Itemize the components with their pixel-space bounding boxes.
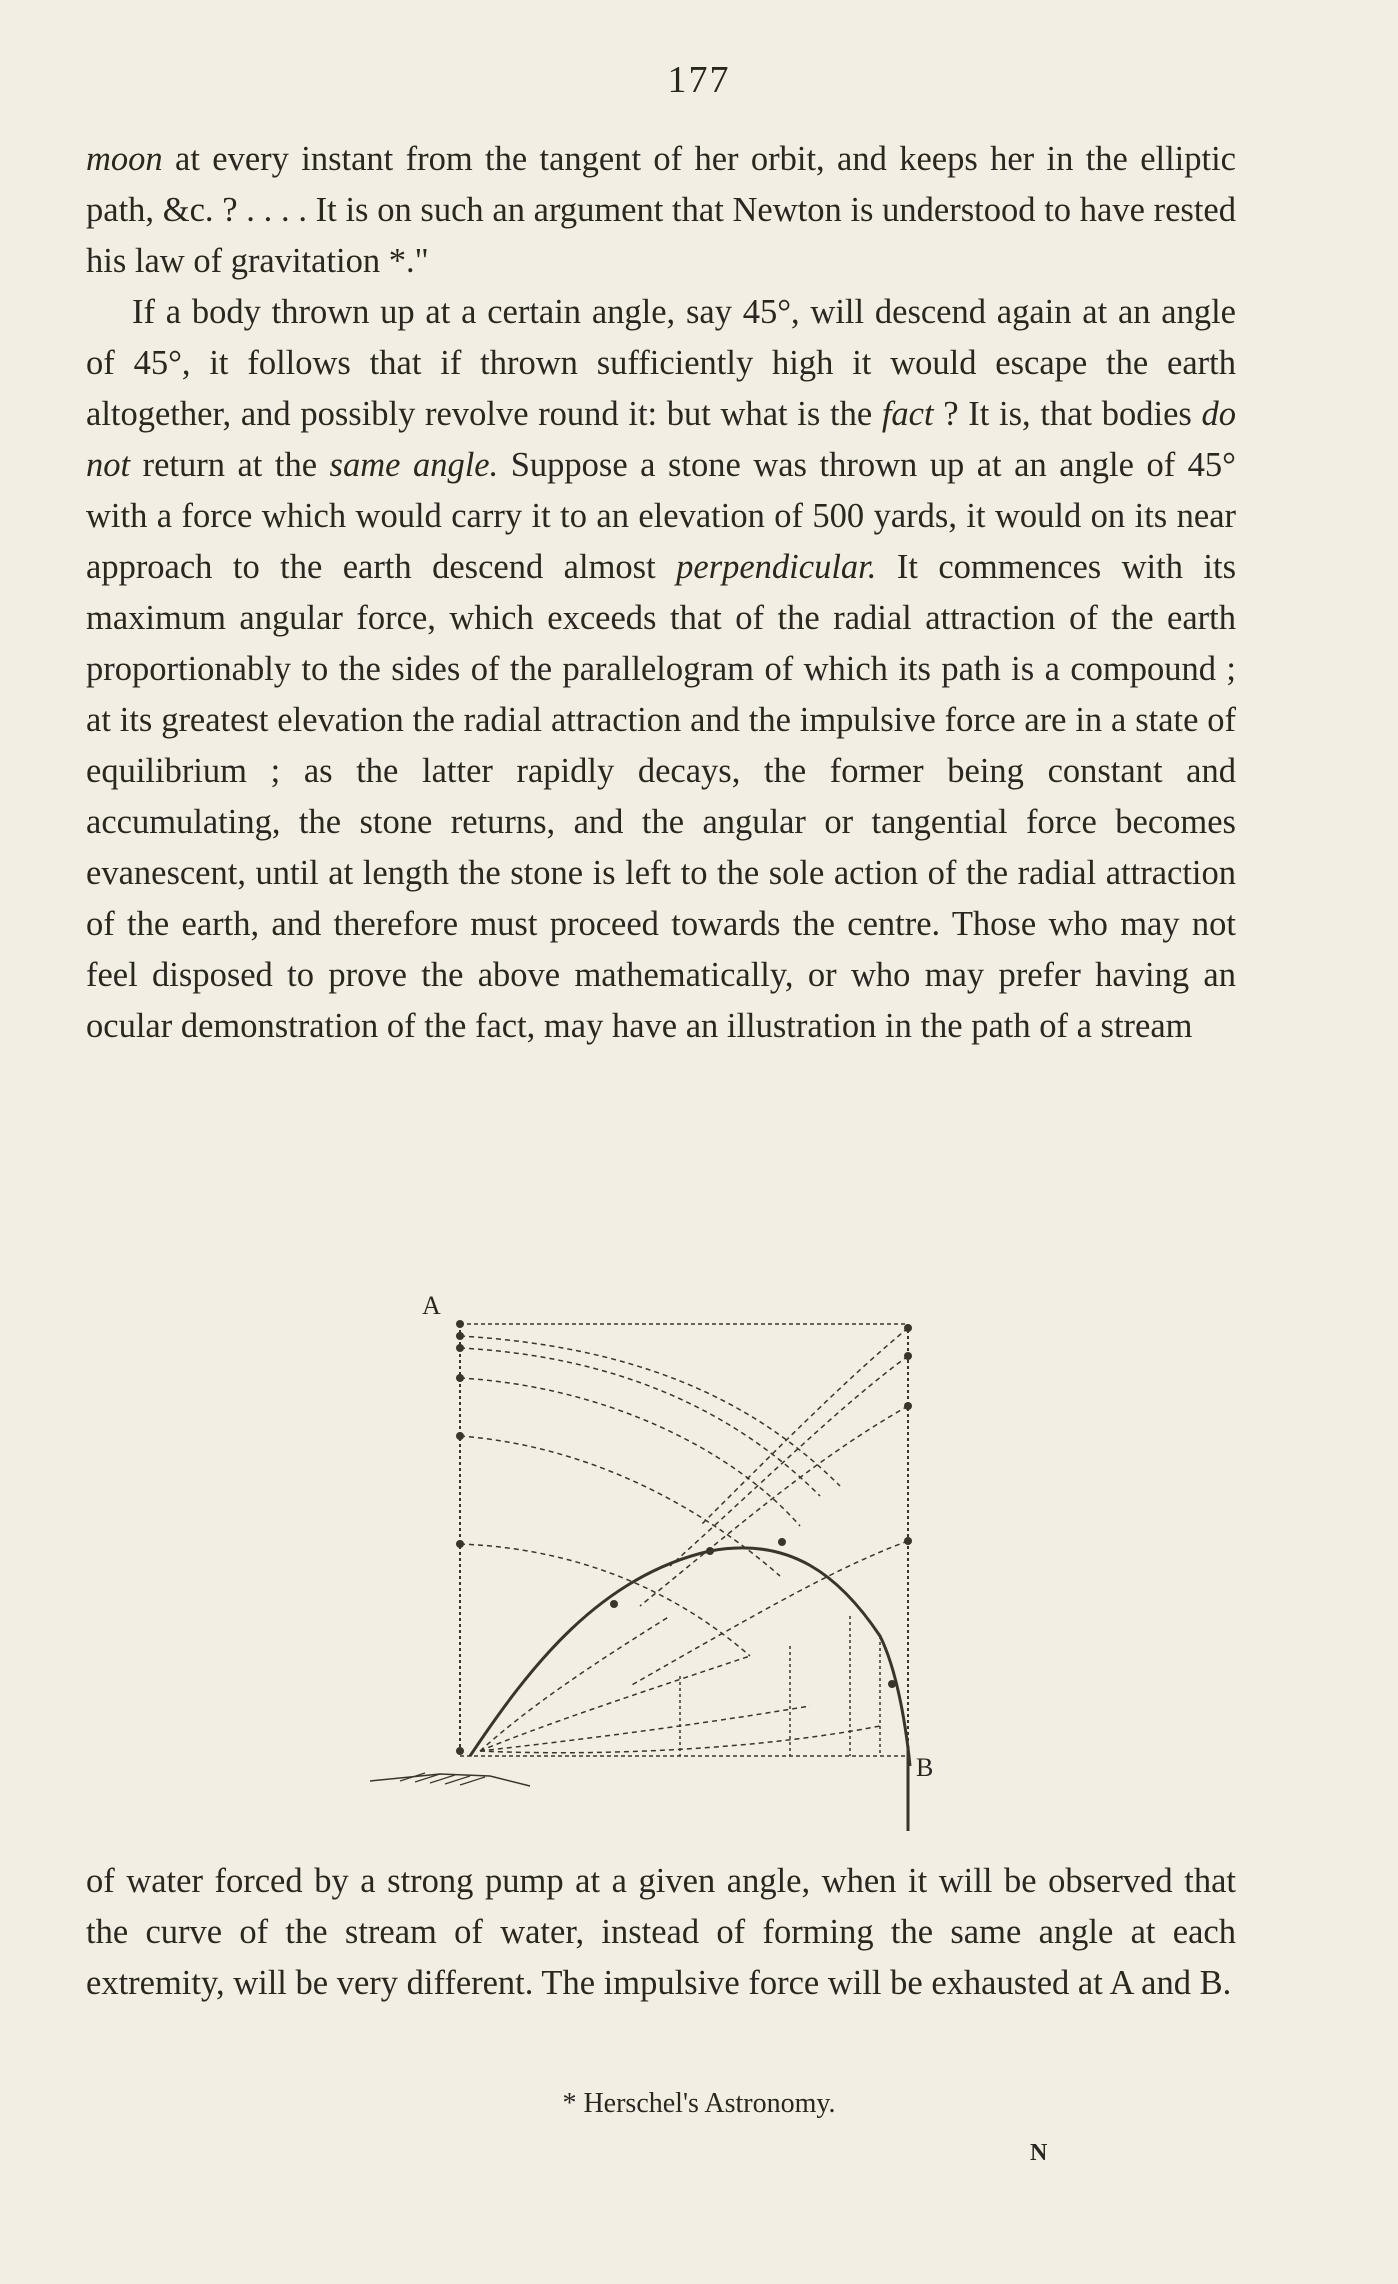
- italic-word: same angle.: [329, 446, 499, 484]
- trajectory-diagram: [370, 1286, 950, 1836]
- point: [904, 1352, 912, 1360]
- paragraph-text: ? It is, that bodies: [933, 395, 1202, 433]
- page-number: 177: [667, 59, 731, 101]
- figure-label-a: A: [422, 1291, 441, 1320]
- paragraph-text: Suppose a stone was thrown up at an angle of 45° with a force which would carry it to an elevation of 500 yards, it would on its near approach to the earth descend almost: [86, 446, 1236, 586]
- italic-word: do not: [86, 395, 1236, 484]
- curve-7: [670, 1356, 908, 1566]
- paragraph-text: at every instant from the tangent of her orbit, and keeps her in the elliptic path, &c. ? . . . . It is on such an argument that Newton is understood to have rested his law of gravitation *.": [86, 140, 1236, 280]
- trajectory-figure: [370, 1286, 950, 1836]
- curve-11: [480, 1656, 750, 1751]
- curve-3: [460, 1378, 800, 1526]
- point: [888, 1680, 896, 1688]
- curve-6: [700, 1328, 908, 1526]
- point: [456, 1320, 464, 1328]
- point: [778, 1538, 786, 1546]
- ground-line: [370, 1774, 530, 1786]
- point: [904, 1402, 912, 1410]
- italic-word: perpendicular.: [676, 548, 877, 586]
- point: [456, 1747, 464, 1755]
- curve-4: [460, 1436, 780, 1576]
- paragraph-continuation: [86, 134, 1236, 287]
- point: [610, 1600, 618, 1608]
- diagram-lines: [370, 1324, 910, 1831]
- figure-label-b: B: [916, 1753, 934, 1782]
- italic-word: fact: [881, 395, 934, 433]
- paragraph-text: return at the: [130, 446, 330, 484]
- point: [456, 1540, 464, 1548]
- point: [904, 1324, 912, 1332]
- main-trajectory: [470, 1548, 910, 1766]
- point: [456, 1374, 464, 1382]
- point: [456, 1332, 464, 1340]
- curve-1: [460, 1336, 840, 1486]
- body-text-top: [86, 134, 1236, 1052]
- paragraph-main: [86, 287, 1236, 1052]
- italic-word: moon: [86, 140, 163, 178]
- body-text-bottom: [86, 1856, 1236, 2009]
- paragraph-text: It commences with its maximum angular force, which exceeds that of the radial attraction of the earth proportionably to the sides of the parallelogram of which its path is a compound ; at its greatest elevation the radial attraction and the impulsive force are in a state of equilibrium ; as the latter rapidly decays, the former being constant and accumulating, the stone returns, and the angular or tangential force becomes evanescent, until at length the stone is left to the sole action of the radial attraction of the earth, and therefore must proceed towards the centre. Those who may not feel disposed to prove the above mathematically, or who may prefer having an ocular demonstration of the fact, may have an illustration in the path of a stream: [86, 548, 1237, 1045]
- point: [904, 1537, 912, 1545]
- signature-mark: N: [1030, 2140, 1049, 2166]
- curve-12: [480, 1706, 810, 1751]
- point: [706, 1547, 714, 1555]
- point: [456, 1432, 464, 1440]
- point: [456, 1344, 464, 1352]
- curve-2: [460, 1348, 820, 1496]
- footnote: * Herschel's Astronomy.: [562, 2088, 836, 2119]
- paragraph-conclusion: of water forced by a strong pump at a given angle, when it will be observed that the curve of the stream of water, instead of forming the same angle at each extremity, will be very different. The impulsive force will be exhausted at A and B.: [86, 1862, 1236, 2002]
- paragraph-text: If a body thrown up at a certain angle, say 45°, will descend again at an angle of 45°, it follows that if thrown sufficiently high it would escape the earth altogether, and possibly revolve round it: but what is the: [86, 293, 1236, 433]
